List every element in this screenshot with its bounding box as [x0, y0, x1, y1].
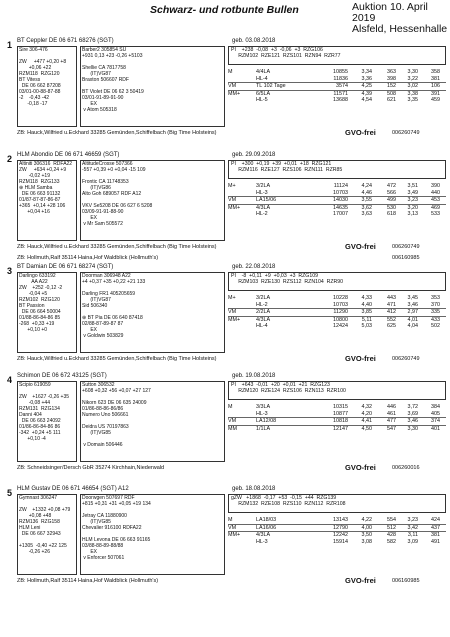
lactation-cell: 533 — [431, 211, 440, 218]
lactation-cell: 618 — [387, 211, 396, 218]
lactation-row — [228, 295, 446, 302]
breeding-values: PI -8 +0,11 +9 +0,03 +3 RZG109 RZM103 RZE130 RZS112 RZN104 RZR90 — [228, 272, 446, 291]
lactation-cell: 370 — [431, 301, 440, 308]
lactation-cell: 384 — [431, 404, 440, 410]
lactation-cell: 401 — [431, 425, 440, 432]
lactation-row — [228, 316, 446, 324]
lactation-cell: 4,39 — [361, 90, 372, 97]
lactation-cell: 363 — [387, 69, 396, 75]
lactation-cell: 2/2LA — [256, 309, 271, 316]
lactation-cell: 547 — [387, 425, 396, 432]
pedigree-sire-side: Barber2 305854 SU +931 0,13 +23 -0,26 +5103 Shellie CA 7817758 (IT)VG87 Braxton 506607 RDF BT Violet DE 06 62 3 50419 03/01-91-89-91-90 EX v Atom 505318 — [80, 46, 225, 127]
lactation-row — [228, 531, 446, 539]
bull-name-line — [17, 38, 276, 44]
bull-name-line — [17, 373, 276, 379]
bull-name: BT Ceppler DE 06 671 68276 (SGT) — [17, 38, 114, 44]
pedigree-dam-side: Sire 306-476 ZW +477 +0,20 +8 +0,06 +22 RZM118 RZG120 BT Vitess DE 06 662 87208 03/01-00-88-87-88 -2 -0,43 -42 -0,18 -17 — [17, 46, 77, 127]
lactation-cell: 4,25 — [361, 83, 372, 90]
bull-name: Schimon DE 06 672 43125 (SGT) — [17, 373, 107, 379]
lactation-cell: 508 — [387, 90, 396, 97]
lactation-row — [228, 211, 446, 218]
lactation-cell: 12147 — [333, 425, 348, 432]
lactation-cell: 3,38 — [407, 90, 418, 97]
breeder-line: ZB: Hauck,Wilfried u.Eckhard 33285 Gemünden,Schiffelbach (Big Time Holsteins) — [17, 244, 217, 250]
lactation-cell: 3,11 — [407, 532, 418, 539]
lactation-cell: 499 — [387, 197, 396, 204]
lactation-cell: 381 — [431, 532, 440, 539]
lactation-cell: HL-3 — [256, 538, 268, 545]
lactation-cell: 14635 — [333, 204, 348, 211]
lactation-cell: VM — [228, 418, 237, 425]
owner-line: ZB: Hollmuth,Ralf 35114 Haina,Hof Waldblick (Hollmuth's) — [17, 255, 159, 261]
auction-info — [352, 2, 450, 35]
lactation-cell: 3,85 — [361, 309, 372, 316]
lactation-cell: 4,24 — [361, 183, 372, 189]
lactation-cell — [228, 302, 256, 309]
lactation-cell: 3,63 — [361, 211, 372, 218]
lactation-cell: 412 — [387, 309, 396, 316]
lactation-cell: MM+ — [228, 316, 241, 323]
lactation-cell: 5,11 — [361, 316, 372, 323]
lactation-cell: 106 — [431, 83, 440, 90]
lactation-cell: 477 — [387, 418, 396, 425]
lactation-cell: 3,72 — [407, 404, 418, 410]
lactation-cell: 12424 — [333, 323, 348, 330]
lactation-cell: 12790 — [333, 524, 348, 531]
lactation-cell: 3,42 — [407, 524, 418, 531]
lactation-row — [228, 323, 446, 330]
breeding-values: PI +300 +0,19 +39 +0,01 +18 RZG121 RZM116 RZE127 RZS106 RZN111 RZR85 — [228, 160, 446, 179]
birth-date: geb. 29.09.2018 — [232, 152, 276, 158]
pedigree-dam-side: Darlingo 633192 AA A22 ZW +252 -0,12 -2 -0,04 +5 RZM102 RZG120 BT Passion DE 06 664 50004 01/88-86-84-86 85 -268 +0,33 +19 +0,10 +0 — [17, 272, 77, 353]
lactation-cell: HL-4 — [256, 323, 268, 330]
gvo-status: GVO-frei — [345, 576, 376, 585]
lactation-cell: M — [228, 69, 233, 75]
lactation-cell: 13143 — [333, 517, 348, 523]
lactation-row — [228, 97, 446, 104]
lactation-cell: 390 — [431, 183, 440, 189]
lactation-cell: LA16/06 — [256, 524, 277, 531]
lactation-cell: 3574 — [336, 83, 348, 90]
lactation-cell: 491 — [431, 538, 440, 545]
lactation-cell — [228, 76, 256, 83]
lactation-cell: 10228 — [333, 295, 348, 301]
bull-name: HLM Gustav DE 06 671 46654 (SGT) A12 — [17, 486, 129, 492]
breeder-id: 006260749 — [392, 244, 420, 250]
lactation-cell: 471 — [387, 301, 396, 308]
gvo-status: GVO-frei — [345, 463, 376, 472]
breeder-line: ZB: Hauck,Wilfried u.Eckhard 33285 Gemünden,Schiffelbach (Big Time Holsteins) — [17, 356, 217, 362]
lactation-cell: VM — [228, 309, 237, 316]
lactation-row — [228, 90, 446, 98]
lactation-row — [228, 417, 446, 425]
breeding-values: gZW +1868 -0,17 +53 -0,15 +44 RZG139 RZM132 RZE108 RZS110 RZN112 RZR108 — [228, 494, 446, 513]
lactation-cell: 469 — [431, 204, 440, 211]
lactation-cell: 3,69 — [407, 410, 418, 417]
lactation-table — [228, 183, 446, 218]
lactation-cell: 552 — [387, 316, 396, 323]
lactation-cell: HL-4 — [256, 75, 268, 82]
lactation-cell: 4/4LA — [256, 69, 271, 75]
lactation-cell: HL-2 — [256, 211, 268, 218]
lactation-cell: 353 — [431, 295, 440, 301]
lactation-row — [228, 76, 446, 83]
lactation-cell: 4,50 — [361, 425, 372, 432]
lactation-cell: 15914 — [333, 538, 348, 545]
bull-entry — [0, 37, 450, 150]
birth-date: geb. 03.08.2018 — [232, 38, 276, 44]
lactation-cell: 3,34 — [361, 69, 372, 75]
lactation-cell: HL-3 — [256, 410, 268, 417]
lactation-cell: 10818 — [333, 418, 348, 425]
lactation-cell: 398 — [387, 75, 396, 82]
lactation-cell: 1/1LA — [256, 425, 271, 432]
lactation-cell: 2,97 — [407, 309, 418, 316]
lactation-cell: 621 — [387, 97, 396, 104]
gvo-status: GVO-frei — [345, 354, 376, 363]
lactation-cell: 3,35 — [407, 97, 418, 104]
lactation-cell: 405 — [431, 410, 440, 417]
breeder-line: ZB: Schneidsinger/Dersch GbR 35274 Kirchhain,Niederwald — [17, 465, 165, 471]
lactation-cell: 4,54 — [361, 97, 372, 104]
auction-date: Auktion 10. April 2019 — [352, 1, 428, 24]
lactation-cell: 3,36 — [361, 75, 372, 82]
lactation-cell: 4,20 — [361, 410, 372, 417]
lactation-cell — [228, 97, 256, 104]
lactation-cell: 625 — [387, 323, 396, 330]
bull-entry — [0, 372, 450, 485]
breeder-line: ZB: Hauck,Wilfried u.Eckhard 33285 Gemünden,Schiffelbach (Big Time Holsteins) — [17, 130, 217, 136]
lactation-cell — [228, 411, 256, 418]
lactation-cell: HL-2 — [256, 301, 268, 308]
lactation-cell: 3,62 — [361, 204, 372, 211]
lactation-cell: 152 — [387, 83, 396, 90]
lactation-cell: 582 — [387, 538, 396, 545]
bull-entry — [0, 485, 450, 598]
bull-entry — [0, 151, 450, 264]
lactation-cell: 3,02 — [407, 83, 418, 90]
lactation-cell: 3,51 — [407, 183, 418, 189]
lactation-cell: 3,20 — [407, 204, 418, 211]
lactation-cell: 4,04 — [407, 323, 418, 330]
lactation-cell: 3,22 — [407, 75, 418, 82]
gvo-status: GVO-frei — [345, 242, 376, 251]
lactation-cell: 4,22 — [361, 517, 372, 523]
lactation-cell: 461 — [387, 410, 396, 417]
bull-name-line — [17, 486, 276, 492]
lactation-row — [228, 404, 446, 411]
lactation-cell: 3,23 — [407, 517, 418, 523]
lactation-cell: 453 — [431, 197, 440, 204]
bull-number: 2 — [7, 154, 13, 164]
lactation-cell: LA18/03 — [256, 517, 277, 523]
lactation-row — [228, 517, 446, 524]
lactation-cell — [228, 323, 256, 330]
lactation-cell: 10703 — [333, 301, 348, 308]
lactation-cell: 391 — [431, 90, 440, 97]
auction-place: Alsfeld, Hessenhalle — [352, 23, 448, 35]
lactation-row — [228, 183, 446, 190]
lactation-cell: HL-3 — [256, 189, 268, 196]
lactation-cell: 440 — [431, 189, 440, 196]
lactation-cell: 10703 — [333, 189, 348, 196]
lactation-cell: 4,46 — [361, 189, 372, 196]
lactation-cell: HL-5 — [256, 97, 268, 104]
lactation-cell: 3,46 — [407, 301, 418, 308]
lactation-cell: 428 — [387, 532, 396, 539]
lactation-row — [228, 524, 446, 532]
bull-name-line — [17, 264, 276, 270]
lactation-cell — [228, 211, 256, 218]
bull-entry — [0, 263, 450, 376]
lactation-row — [228, 69, 446, 76]
lactation-cell: 10855 — [333, 69, 348, 75]
lactation-cell: MM+ — [228, 90, 241, 97]
lactation-cell: 3,23 — [407, 197, 418, 204]
owner-id: 006160985 — [392, 255, 420, 261]
lactation-cell: 10877 — [333, 410, 348, 417]
bull-name: HLM Abondio DE 06 671 46659 (SGT) — [17, 152, 120, 158]
lactation-cell: 3/2LA — [256, 183, 271, 189]
page-title: Schwarz- und rotbunte Bullen — [150, 4, 299, 16]
lactation-cell: MM — [228, 425, 237, 432]
lactation-cell: 3,50 — [361, 532, 372, 539]
lactation-cell: 4,33 — [361, 295, 372, 301]
lactation-table — [228, 69, 446, 104]
bull-number: 1 — [7, 40, 13, 50]
lactation-cell: M+ — [228, 295, 236, 301]
lactation-table — [228, 404, 446, 432]
lactation-table — [228, 517, 446, 545]
breeder-line: ZB: Hollmuth,Ralf 35114 Haina,Hof Waldblick (Hollmuth's) — [17, 578, 159, 584]
lactation-cell: MM+ — [228, 204, 241, 211]
lactation-cell: VM — [228, 197, 237, 204]
lactation-cell: VM — [228, 524, 237, 531]
lactation-cell: 4/3LA — [256, 316, 271, 323]
lactation-row — [228, 308, 446, 316]
birth-date: geb. 18.08.2018 — [232, 486, 276, 492]
lactation-cell: 14030 — [333, 197, 348, 204]
pedigree-dam-side: Scipio 619059 ZW +1627 -0,26 +35 -0,08 +44 RZM131 RZG134 Danni 404 DE 06 663 24092 01/86-86-84-86 86 -342 +0,24 +5 111 +0,10 -4 — [17, 381, 77, 462]
lactation-cell: 4,32 — [361, 404, 372, 410]
lactation-cell — [228, 539, 256, 546]
lactation-cell: 3,30 — [407, 425, 418, 432]
birth-date: geb. 22.08.2018 — [232, 264, 276, 270]
lactation-cell: 512 — [387, 524, 396, 531]
breeding-values: PI +238 -0,08 +3 -0,06 +3 RZG106 RZM102 RZE121 RZS101 RZN94 RZR77 — [228, 46, 446, 65]
lactation-cell: 3,08 — [361, 538, 372, 545]
lactation-row — [228, 204, 446, 212]
lactation-cell: M — [228, 517, 233, 523]
lactation-row — [228, 82, 446, 90]
lactation-cell: 446 — [387, 404, 396, 410]
lactation-cell: 554 — [387, 517, 396, 523]
lactation-cell: 11290 — [333, 309, 348, 316]
lactation-row — [228, 411, 446, 418]
birth-date: geb. 19.08.2018 — [232, 373, 276, 379]
lactation-cell: 12242 — [333, 532, 348, 539]
lactation-cell: 3,55 — [361, 197, 372, 204]
lactation-cell — [228, 190, 256, 197]
lactation-row — [228, 190, 446, 197]
breeder-id: 006160985 — [392, 578, 420, 584]
lactation-cell: 3,09 — [407, 538, 418, 545]
lactation-row — [228, 302, 446, 309]
breeder-id: 006260749 — [392, 130, 420, 136]
breeding-values: PI +643 -0,01 +20 +0,01 +21 RZG123 RZM120 RZE124 RZS106 RZN113 RZR100 — [228, 381, 446, 400]
lactation-cell: 3,30 — [407, 69, 418, 75]
lactation-cell: 4/3LA — [256, 532, 271, 539]
lactation-cell: 3/3LA — [256, 404, 271, 410]
lactation-cell: 11836 — [333, 75, 348, 82]
pedigree-dam-side: Gymnast 306247 ZW +1332 +0,08 +79 +0,08 +48 RZM136 RZG158 HLM Leni DE 06 667 32943 +1305 -0,40 +22 125 -0,26 +26 — [17, 494, 77, 575]
lactation-cell: 433 — [431, 316, 440, 323]
pedigree-sire-side: Doorman 306948 A22 +4 +0,37 +35 +0,22 +21 133 Darling FR1 405205659 (IT)VG87 Sid 506340 ⊕ BT Pia DE 06 640 87418 02/88-87-89-87 87 EX v Goldwin 503829 — [80, 272, 225, 353]
lactation-cell: 459 — [431, 97, 440, 104]
lactation-cell: 381 — [431, 75, 440, 82]
gvo-status: GVO-frei — [345, 128, 376, 137]
bull-number: 5 — [7, 488, 13, 498]
pedigree-sire-side: Sutton 306532 +608 +0,32 +56 +0,07 +27 127 Nikorn 623 DE 06 635 24009 01/86-88-86-86/86 Numero Uno 506661 Deidra US 70197863 (IT)VG85 v Domain 506446 — [80, 381, 225, 462]
lactation-cell: LA12/08 — [256, 418, 277, 425]
lactation-cell: 374 — [431, 418, 440, 425]
lactation-cell: 566 — [387, 189, 396, 196]
lactation-cell: M+ — [228, 183, 236, 189]
lactation-cell: 530 — [387, 204, 396, 211]
lactation-cell: M — [228, 404, 233, 410]
lactation-cell: VM — [228, 83, 237, 90]
lactation-cell: LA15/06 — [256, 197, 277, 204]
lactation-cell: TL 102 Tage — [256, 83, 286, 90]
bull-number: 4 — [7, 375, 13, 385]
bull-name: BT Damian DE 06 671 68274 (SGT) — [17, 264, 114, 270]
lactation-cell: 17007 — [333, 211, 348, 218]
lactation-table — [228, 295, 446, 330]
lactation-cell: 437 — [431, 524, 440, 531]
lactation-row — [228, 425, 446, 433]
lactation-cell: 10800 — [333, 316, 348, 323]
bull-name-line — [17, 152, 276, 158]
lactation-cell: 11571 — [333, 90, 348, 97]
lactation-cell: 3,45 — [407, 295, 418, 301]
lactation-row — [228, 539, 446, 546]
lactation-cell: MM+ — [228, 532, 241, 539]
lactation-cell: 13688 — [333, 97, 348, 104]
lactation-cell: 502 — [431, 323, 440, 330]
lactation-cell: 4,41 — [361, 418, 372, 425]
lactation-cell: 4/3LA — [256, 204, 271, 211]
pedigree-dam-side: Altiniti 306316 RDFA22 ZW +634 +0,24 +9 -0,02 +19 RZM118 RZG133 ⊕ HLM Samba DE 06 663 91132 01/87-87-87-86-87 +365 +0,14 +28 106 +0,04 +16 — [17, 160, 77, 241]
lactation-cell: 3,46 — [407, 418, 418, 425]
breeder-id: 006260749 — [392, 356, 420, 362]
lactation-cell: 11124 — [333, 183, 348, 189]
pedigree-sire-side: Doorwgen 507697 RDF +815 +0,31 +31 +0,05 +19 134 Jetray CA 11880900 (IT)VG85 Chevalier 916100 RDFA22 HLM Levona DE 06 663 91165 03/88-88-89-88/88 EX v Enforcer 507061 — [80, 494, 225, 575]
lactation-row — [228, 196, 446, 204]
lactation-cell: 3,13 — [407, 211, 418, 218]
lactation-cell: 424 — [431, 517, 440, 523]
lactation-cell: 3/2LA — [256, 295, 271, 301]
bull-number: 3 — [7, 266, 13, 276]
breeder-id: 006260016 — [392, 465, 420, 471]
lactation-cell: 5,03 — [361, 323, 372, 330]
lactation-cell: 4,01 — [407, 316, 418, 323]
lactation-cell: 6/5LA — [256, 90, 271, 97]
lactation-cell: 358 — [431, 69, 440, 75]
lactation-cell: 3,49 — [407, 189, 418, 196]
lactation-cell: 443 — [387, 295, 396, 301]
lactation-cell: 4,40 — [361, 301, 372, 308]
lactation-cell: 472 — [387, 183, 396, 189]
pedigree-sire-side: AltitudeCrosse 507366 -557 +0,39 +0 +0,04 -15 109 Frontic CA 11748353 (IT)VG86 Alto Goh 689057 RDF A12 VKV Se5208 DE 06 627 6 5208 03/09-91-91-88-90 EX v Mr Sam 505572 — [80, 160, 225, 241]
lactation-cell: 335 — [431, 309, 440, 316]
lactation-cell: 4,00 — [361, 524, 372, 531]
lactation-cell: 10315 — [333, 404, 348, 410]
